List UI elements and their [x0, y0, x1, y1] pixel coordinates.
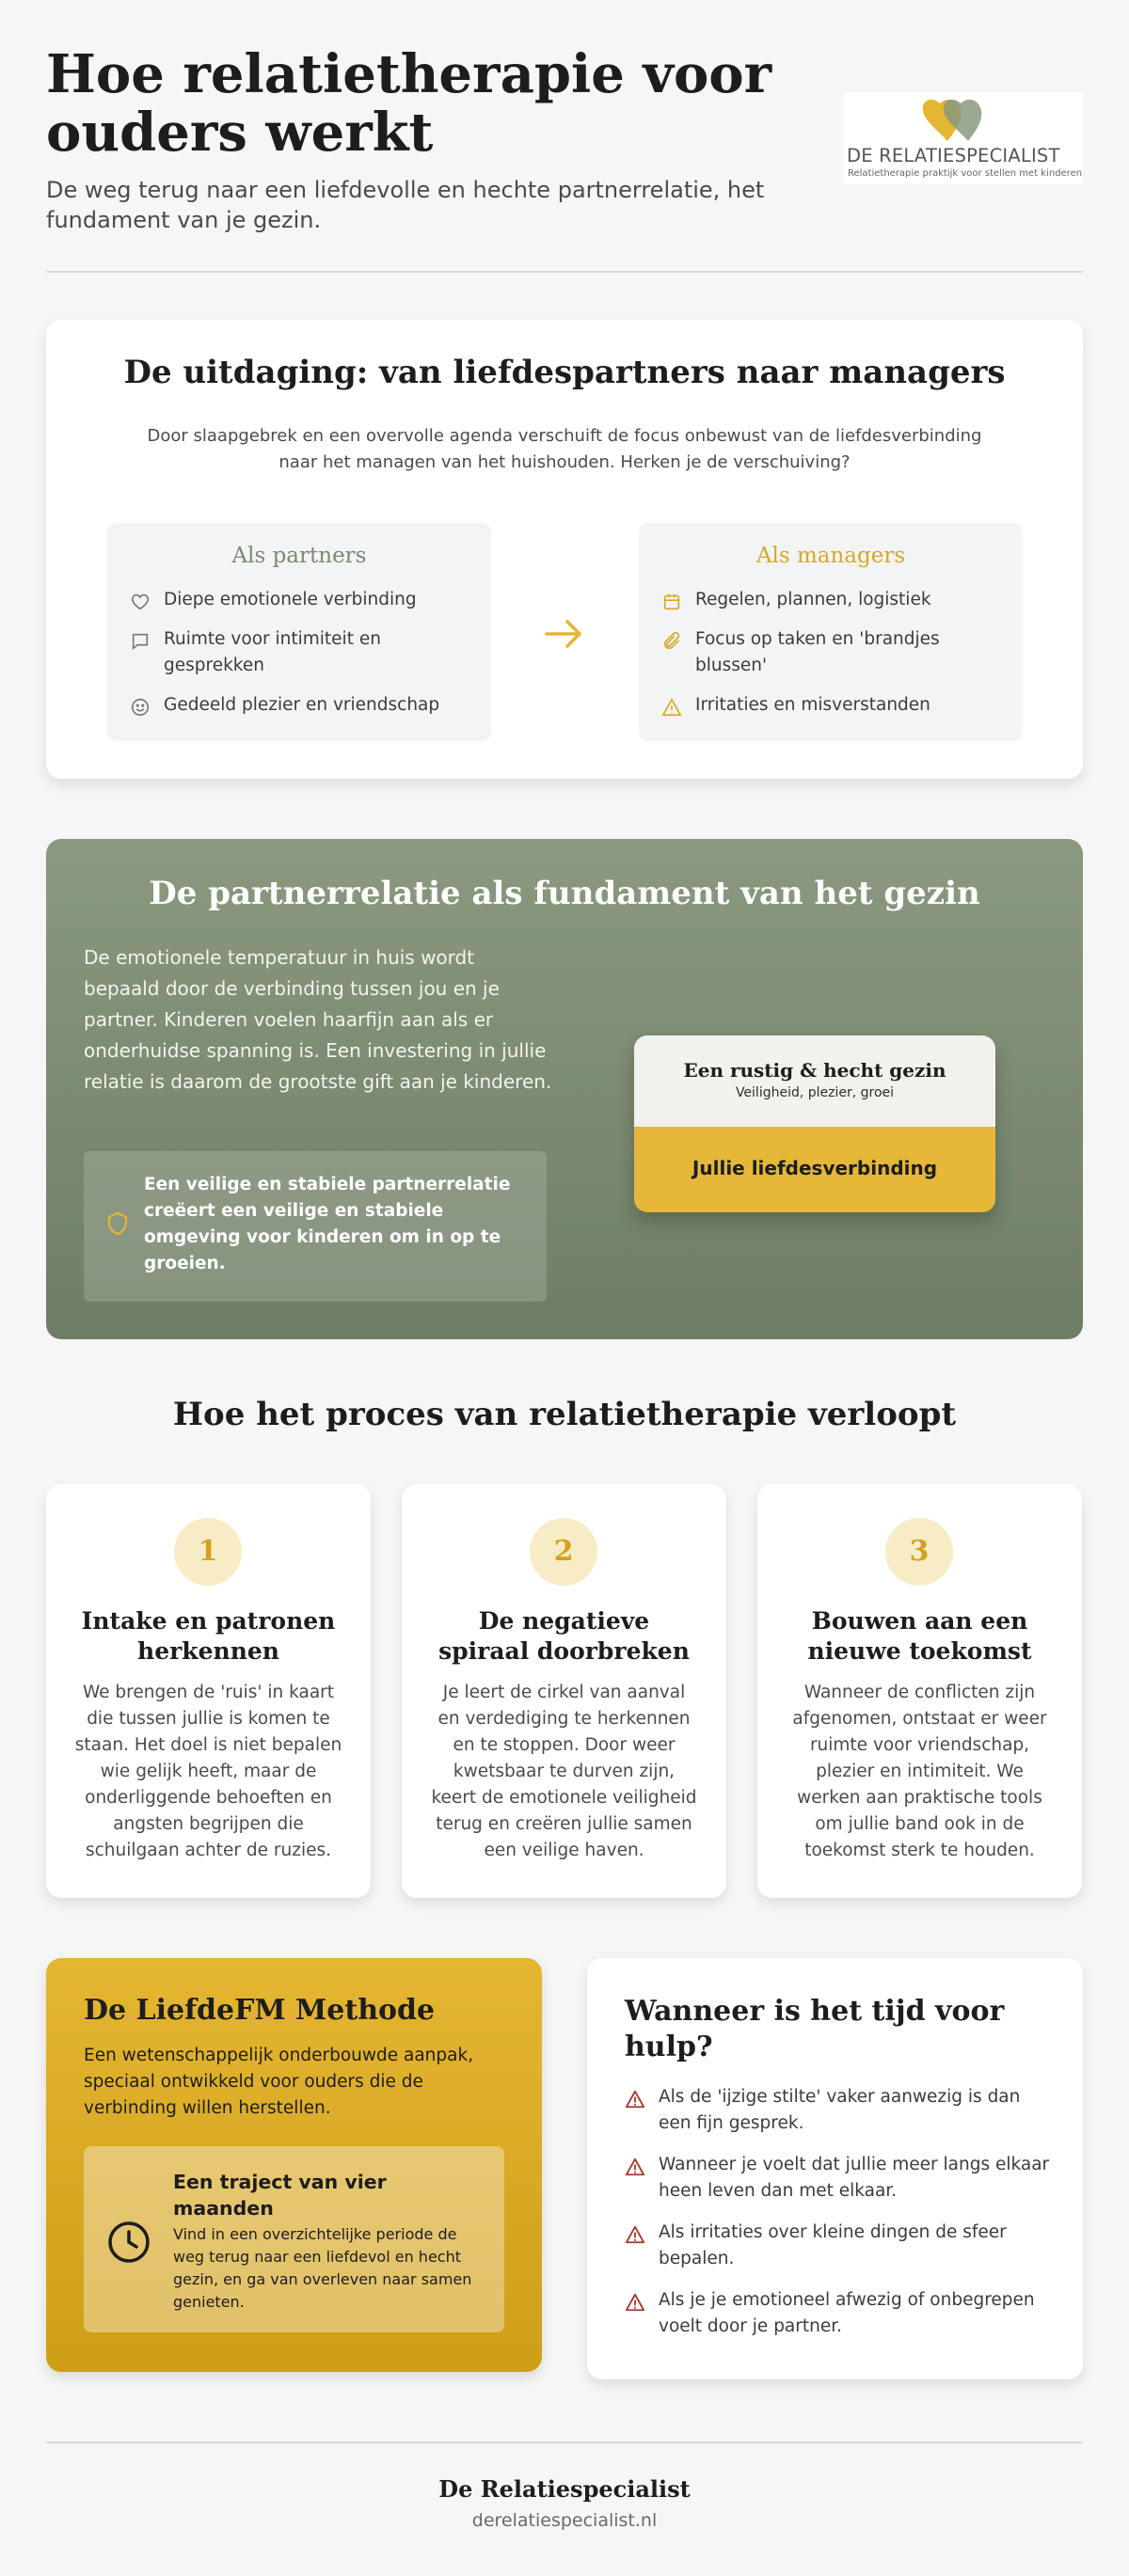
list-item-text: Diepe emotionele verbinding: [164, 590, 417, 609]
list-item: [661, 692, 1006, 719]
shield-icon: [106, 1211, 129, 1236]
paperclip-icon: [661, 631, 682, 652]
chat-icon: [130, 631, 151, 652]
stack-top-subtitle: Veiligheid, plezier, groei: [735, 1085, 895, 1100]
step-text: We brengen de 'ruis' in kaart die tussen jullie is komen te staan. Het doel is niet bepalen wie gelijk heeft, maar de onderliggende behoeften en angsten begrijpen die schuilgaan achter de ruzies.: [74, 1683, 342, 1860]
stack-top-title: Een rustig & hecht gezin: [683, 1059, 946, 1082]
list-item: [625, 2220, 1057, 2272]
foundation-card: [46, 839, 1083, 1339]
foundation-diagram: [634, 1035, 995, 1212]
list-item-text: Als irritaties over kleine dingen de sfeer bepalen.: [659, 2222, 1007, 2268]
process-title: Hoe het proces van relatietherapie verloopt: [172, 1396, 957, 1433]
list-item: [661, 626, 1006, 679]
when-card: [587, 1958, 1083, 2379]
process-step-3: [757, 1484, 1082, 1898]
list-item-text: Als de 'ijzige stilte' vaker aanwezig is dan een fijn gesprek.: [659, 2087, 1021, 2133]
footer-url-link[interactable]: derelatiespecialist.nl: [471, 2510, 658, 2531]
method-title: De LiefdeFM Methode: [84, 1994, 436, 2027]
step-number: 2: [530, 1518, 597, 1586]
list-item-text: Gedeeld plezier en vriendschap: [164, 695, 440, 715]
list-item-text: Ruimte voor intimiteit en gesprekken: [164, 629, 381, 675]
step-text: Wanneer de conflicten zijn afgenomen, ontstaat er weer ruimte voor vriendschap, plezier en intimiteit. We werken aan praktische tools om jullie band ook in de toekomst sterk te houden.: [792, 1683, 1047, 1860]
process-step-2: [402, 1484, 726, 1898]
heart-icon: [130, 592, 151, 612]
calendar-icon: [661, 592, 682, 612]
alert-triangle-icon: [625, 2089, 645, 2110]
list-item: [625, 2287, 1057, 2340]
page-title: Hoe relatietherapie voor ouders werkt: [46, 43, 772, 164]
step-number: 1: [174, 1518, 242, 1586]
stack-bottom-block: Jullie liefdesverbinding: [634, 1127, 995, 1212]
logo-tagline: Relatietherapie praktijk voor stellen met kinderen: [848, 168, 1083, 179]
logo-name: DE RELATIESPECIALIST: [847, 145, 1060, 166]
page-subtitle: De weg terug naar een liefdevolle en hechte partnerrelatie, het fundament van je gezin.: [46, 177, 765, 233]
two-hearts-logo-icon: [919, 96, 1004, 147]
list-item-text: Wanneer je voelt dat jullie meer langs elkaar heen leven dan met elkaar.: [659, 2155, 1050, 2201]
method-card: [46, 1958, 542, 2372]
challenge-title: De uitdaging: van liefdespartners naar managers: [123, 354, 1006, 391]
arrow-right-icon: [541, 611, 586, 656]
page-header: [46, 45, 1083, 273]
list-item: [661, 587, 1006, 613]
managers-column: [639, 523, 1023, 741]
list-item: [130, 692, 474, 719]
page-footer: [46, 2442, 1083, 2576]
challenge-description: Door slaapgebrek en een overvolle agenda verschuift de focus onbewust van de liefdesverbinding naar het managen van het huishouden. Herken je de verschuiving?: [147, 426, 982, 472]
smile-icon: [130, 697, 151, 718]
step-title: De negatieve spiraal doorbreken: [438, 1607, 690, 1665]
alert-triangle-icon: [625, 2224, 645, 2245]
process-step-1: [46, 1484, 371, 1898]
step-text: Je leert de cirkel van aanval en verdediging te herkennen en te stoppen. Door weer kwetsbaar te durven zijn, keert de emotionele veiligheid terug en creëren jullie samen een veilige haven.: [431, 1683, 697, 1860]
list-item-text: Irritaties en misverstanden: [695, 695, 930, 715]
step-title: Intake en patronen herkennen: [81, 1607, 336, 1665]
method-description: Een wetenschappelijk onderbouwde aanpak, speciaal ontwikkeld voor ouders die de verbinding willen herstellen.: [84, 2046, 474, 2118]
when-title: Wanneer is het tijd voor hulp?: [625, 1995, 1005, 2063]
clock-icon: [106, 2220, 151, 2265]
stack-top-block: [634, 1035, 995, 1127]
alert-triangle-icon: [625, 2157, 645, 2177]
list-item: [130, 587, 474, 613]
method-trajectory-box: [84, 2146, 504, 2332]
list-item: [130, 626, 474, 679]
list-item: [625, 2084, 1057, 2137]
foundation-highlight: [84, 1151, 547, 1302]
foundation-text: De emotionele temperatuur in huis wordt bepaald door de verbinding tussen jou en je partner. Kinderen voelen haarfijn aan als er onderhuidse spanning is. Een investering in jullie relatie is daarom de grootste gift aan je kinderen.: [84, 946, 552, 1093]
foundation-highlight-text: Een veilige en stabiele partnerrelatie creëert een veilige en stabiele omgeving voor kinderen om in op te groeien.: [144, 1175, 511, 1273]
list-item-text: Regelen, plannen, logistiek: [695, 590, 931, 609]
footer-name: De Relatiespecialist: [438, 2475, 691, 2503]
partners-heading: Als partners: [231, 544, 367, 568]
step-title: Bouwen aan een nieuwe toekomst: [807, 1607, 1032, 1665]
partners-column: [107, 523, 491, 741]
method-box-title: Een traject van vier maanden: [173, 2171, 387, 2220]
warning-icon: [661, 697, 682, 718]
alert-triangle-icon: [625, 2292, 645, 2313]
list-item-text: Focus op taken en 'brandjes blussen': [695, 629, 940, 675]
method-box-text: Vind in een overzichtelijke periode de weg terug naar een liefdevol en hecht gezin, en ga van overleven naar samen genieten.: [173, 2225, 472, 2311]
list-item: [625, 2152, 1057, 2205]
managers-heading: Als managers: [755, 544, 906, 568]
challenge-card: [46, 320, 1083, 779]
list-item-text: Als je je emotioneel afwezig of onbegrepen voelt door je partner.: [659, 2290, 1035, 2336]
step-number: 3: [885, 1518, 953, 1586]
foundation-title: De partnerrelatie als fundament van het gezin: [149, 875, 980, 912]
logo[interactable]: [844, 92, 1083, 184]
